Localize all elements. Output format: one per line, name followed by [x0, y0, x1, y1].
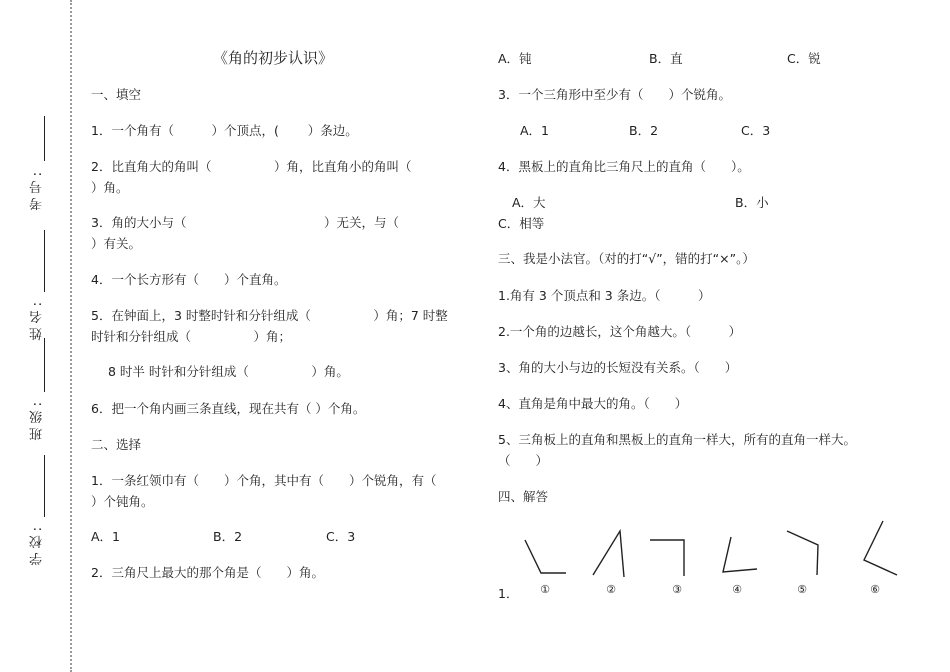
fill-question-6: 6．把一个角内画三条直线，现在共有（ ）个角。: [91, 401, 366, 416]
angle-figure-5: [787, 531, 818, 575]
choice-3-option-a: A．1: [520, 123, 550, 138]
fill-question-2-line2: ）角。: [91, 180, 129, 195]
figure-label-1: ①: [540, 583, 550, 596]
fill-question-1: 1．一个角有（ ）个顶点，( ）条边。: [91, 123, 358, 138]
figure-label-3: ③: [672, 583, 682, 596]
judge-item-2: 2.一个角的边越长，这个角越大。（ ）: [498, 324, 742, 339]
fill-question-5-line3: 8 时半 时针和分针组成（ ）角。: [108, 364, 349, 379]
choice-1-option-a: A．1: [91, 529, 121, 544]
choice-4-option-a: A．大: [512, 195, 546, 210]
choice-1-option-c: C．3: [326, 529, 356, 544]
angle-figure-2: [593, 531, 624, 577]
fill-question-5-line1: 5．在钟面上，3 时整时针和分针组成（ ）角；7 时整: [91, 308, 448, 323]
fill-question-3-line2: ）有关。: [91, 236, 142, 251]
choice-question-1-line1: 1．一条红领巾有（ ）个角，其中有（ ）个锐角，有（: [91, 473, 437, 488]
choice-1-option-b: B．2: [213, 529, 243, 544]
section2-heading: 二、选择: [91, 437, 142, 452]
angle-figure-3: [650, 540, 684, 576]
name-label: 姓名:: [30, 298, 45, 341]
judge-item-3: 3、角的大小与边的长短没有关系。（ ）: [498, 360, 738, 375]
choice-question-3: 3．一个三角形中至少有（ ）个锐角。: [498, 87, 731, 102]
choice-4-option-b: B．小: [735, 195, 769, 210]
choice-2-option-a: A．钝: [498, 51, 532, 66]
figure-label-2: ②: [606, 583, 616, 596]
page-title: 《角的初步认识》: [213, 49, 334, 67]
fill-question-2-line1: 2．比直角大的角叫（ ）角，比直角小的角叫（: [91, 159, 412, 174]
judge-item-5: 5、三角板上的直角和黑板上的直角一样大，所有的直角一样大。: [498, 432, 856, 447]
figure-label-6: ⑥: [870, 583, 880, 596]
fill-question-5-line2: 时针和分针组成（ ）角；: [91, 329, 292, 344]
section1-heading: 一、填空: [91, 87, 142, 102]
solve-question-1-label: 1．: [498, 586, 519, 601]
judge-item-1: 1.角有 3 个顶点和 3 条边。（ ）: [498, 288, 711, 303]
section3-heading: 三、我是小法官。（对的打“√”，错的打“×”。）: [498, 251, 755, 266]
choice-3-option-c: C．3: [741, 123, 771, 138]
figure-label-5: ⑤: [797, 583, 807, 596]
judge-item-5-answer: （ ）: [498, 453, 549, 468]
angle-figure-6: [864, 521, 897, 575]
choice-question-4: 4．黑板上的直角比三角尺上的直角（ ）。: [498, 159, 750, 174]
choice-question-2: 2．三角尺上最大的那个角是（ ）角。: [91, 565, 324, 580]
judge-item-4: 4、直角是角中最大的角。（ ）: [498, 396, 688, 411]
fill-question-4: 4．一个长方形有（ ）个直角。: [91, 272, 287, 287]
class-label: 班级:: [30, 398, 45, 441]
angle-figure-1: [525, 540, 566, 573]
exam-number-label: 考号:: [30, 168, 45, 211]
angle-figure-4: [723, 537, 757, 572]
fill-question-3-line1: 3．角的大小与（ ）无关，与（: [91, 215, 399, 230]
figure-label-4: ④: [732, 583, 742, 596]
choice-2-option-b: B．直: [649, 51, 683, 66]
choice-4-option-c: C．相等: [498, 216, 545, 231]
section4-heading: 四、解答: [498, 489, 549, 504]
choice-3-option-b: B．2: [629, 123, 659, 138]
choice-2-option-c: C．锐: [787, 51, 821, 66]
school-label: 学校:: [30, 523, 45, 566]
choice-question-1-line2: ）个钝角。: [91, 494, 154, 509]
